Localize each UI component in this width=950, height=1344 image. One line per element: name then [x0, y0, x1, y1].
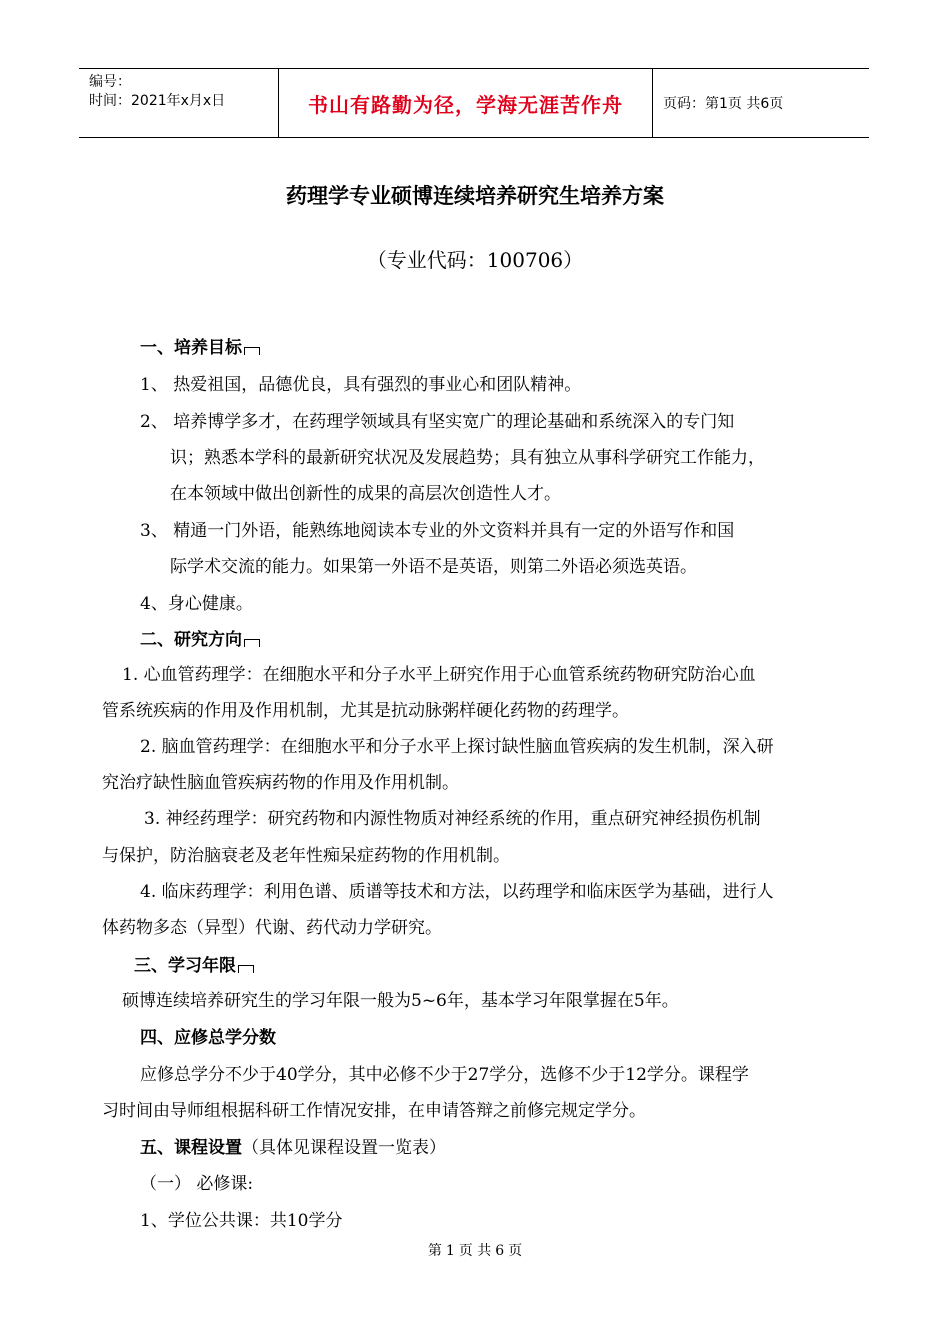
section-2-heading: 二、研究方向: [140, 622, 260, 659]
section-1-item-2-line-1: 2、 培养博学多才，在药理学领域具有坚实宽广的理论基础和系统深入的专门知: [140, 412, 735, 432]
footer-mid: 页 共: [458, 1243, 492, 1259]
section-4-text-line-1: 应修总学分不少于40学分，其中必修不少于27学分，选修不少于12学分。课程学: [140, 1065, 749, 1085]
header-table: [79, 68, 869, 138]
section-2-item-2-line-1: 2. 脑血管药理学：在细胞水平和分子水平上探讨缺性脑血管疾病的发生机制，深入研: [140, 737, 774, 757]
section-5-heading: 五、课程设置: [140, 1138, 242, 1158]
section-2-item-3-line-2: 与保护，防治脑衰老及老年性痴呆症药物的作用机制。: [102, 846, 510, 866]
section-5-heading-line: [140, 1130, 446, 1167]
section-2-item-2-line-2: 究治疗缺性脑血管疾病药物的作用及作用机制。: [102, 773, 459, 793]
section-2-item-3-line-1: 3. 神经药理学：研究药物和内源性物质对神经系统的作用，重点研究神经损伤机制: [144, 809, 761, 829]
section-1-item-2-line-2: 识；熟悉本学科的最新研究状况及发展趋势；具有独立从事科学研究工作能力，: [170, 448, 765, 468]
section-4-text-line-2: 习时间由导师组根据科研工作情况安排，在申请答辩之前修完规定学分。: [102, 1101, 646, 1121]
section-5-sub-1-item-1: 1、学位公共课：共10学分: [140, 1211, 343, 1231]
page-footer: [0, 1240, 950, 1260]
section-4-heading: 四、应修总学分数: [140, 1028, 276, 1048]
header-page-info: 页码：第1页 共6页: [663, 96, 784, 112]
section-3-heading: 三、学习年限: [134, 948, 254, 985]
heading-mark: [244, 347, 260, 355]
heading-mark: [244, 639, 260, 647]
footer-prefix: 第: [427, 1243, 442, 1259]
heading-mark: [238, 965, 254, 973]
section-5-sub-1: （一） 必修课:: [140, 1174, 254, 1194]
section-5-note: （具体见课程设置一览表）: [242, 1138, 446, 1158]
header-meta: [79, 69, 279, 137]
document-number: 编号：: [89, 74, 131, 90]
section-2-item-1-line-1: 1. 心血管药理学：在细胞水平和分子水平上研究作用于心血管系统药物研究防治心血: [122, 665, 756, 685]
document-subtitle: （专业代码：100706）: [366, 248, 584, 272]
header-motto-cell: [279, 69, 653, 137]
footer-page-number: 1: [445, 1243, 455, 1259]
section-3-text: 硕博连续培养研究生的学习年限一般为5~6年，基本学习年限掌握在5年。: [122, 991, 679, 1011]
footer-total-pages: 6: [495, 1243, 505, 1259]
section-2-item-4-line-2: 体药物多态（异型）代谢、药代动力学研究。: [102, 918, 442, 938]
section-1-item-2-line-3: 在本领域中做出创新性的成果的高层次创造性人才。: [170, 484, 561, 504]
footer-suffix: 页: [508, 1243, 523, 1259]
section-1-item-1: 1、 热爱祖国，品德优良，具有强烈的事业心和团队精神。: [140, 375, 582, 395]
section-2-item-4-line-1: 4. 临床药理学：利用色谱、质谱等技术和方法，以药理学和临床医学为基础，进行人: [140, 882, 774, 902]
document-date: 时间：2021年x月x日: [89, 93, 226, 109]
section-1-item-3-line-1: 3、 精通一门外语，能熟练地阅读本专业的外文资料并具有一定的外语写作和国: [140, 521, 735, 541]
section-1-heading: 一、培养目标: [140, 330, 260, 367]
document-title: 药理学专业硕博连续培养研究生培养方案: [286, 184, 664, 208]
header-motto: 书山有路勤为径，学海无涯苦作舟: [308, 92, 623, 117]
section-1-item-3-line-2: 际学术交流的能力。如果第一外语不是英语，则第二外语必须选英语。: [170, 557, 697, 577]
section-1-item-4: 4、身心健康。: [140, 594, 253, 614]
section-2-item-1-line-2: 管系统疾病的作用及作用机制，尤其是抗动脉粥样硬化药物的药理学。: [102, 701, 629, 721]
